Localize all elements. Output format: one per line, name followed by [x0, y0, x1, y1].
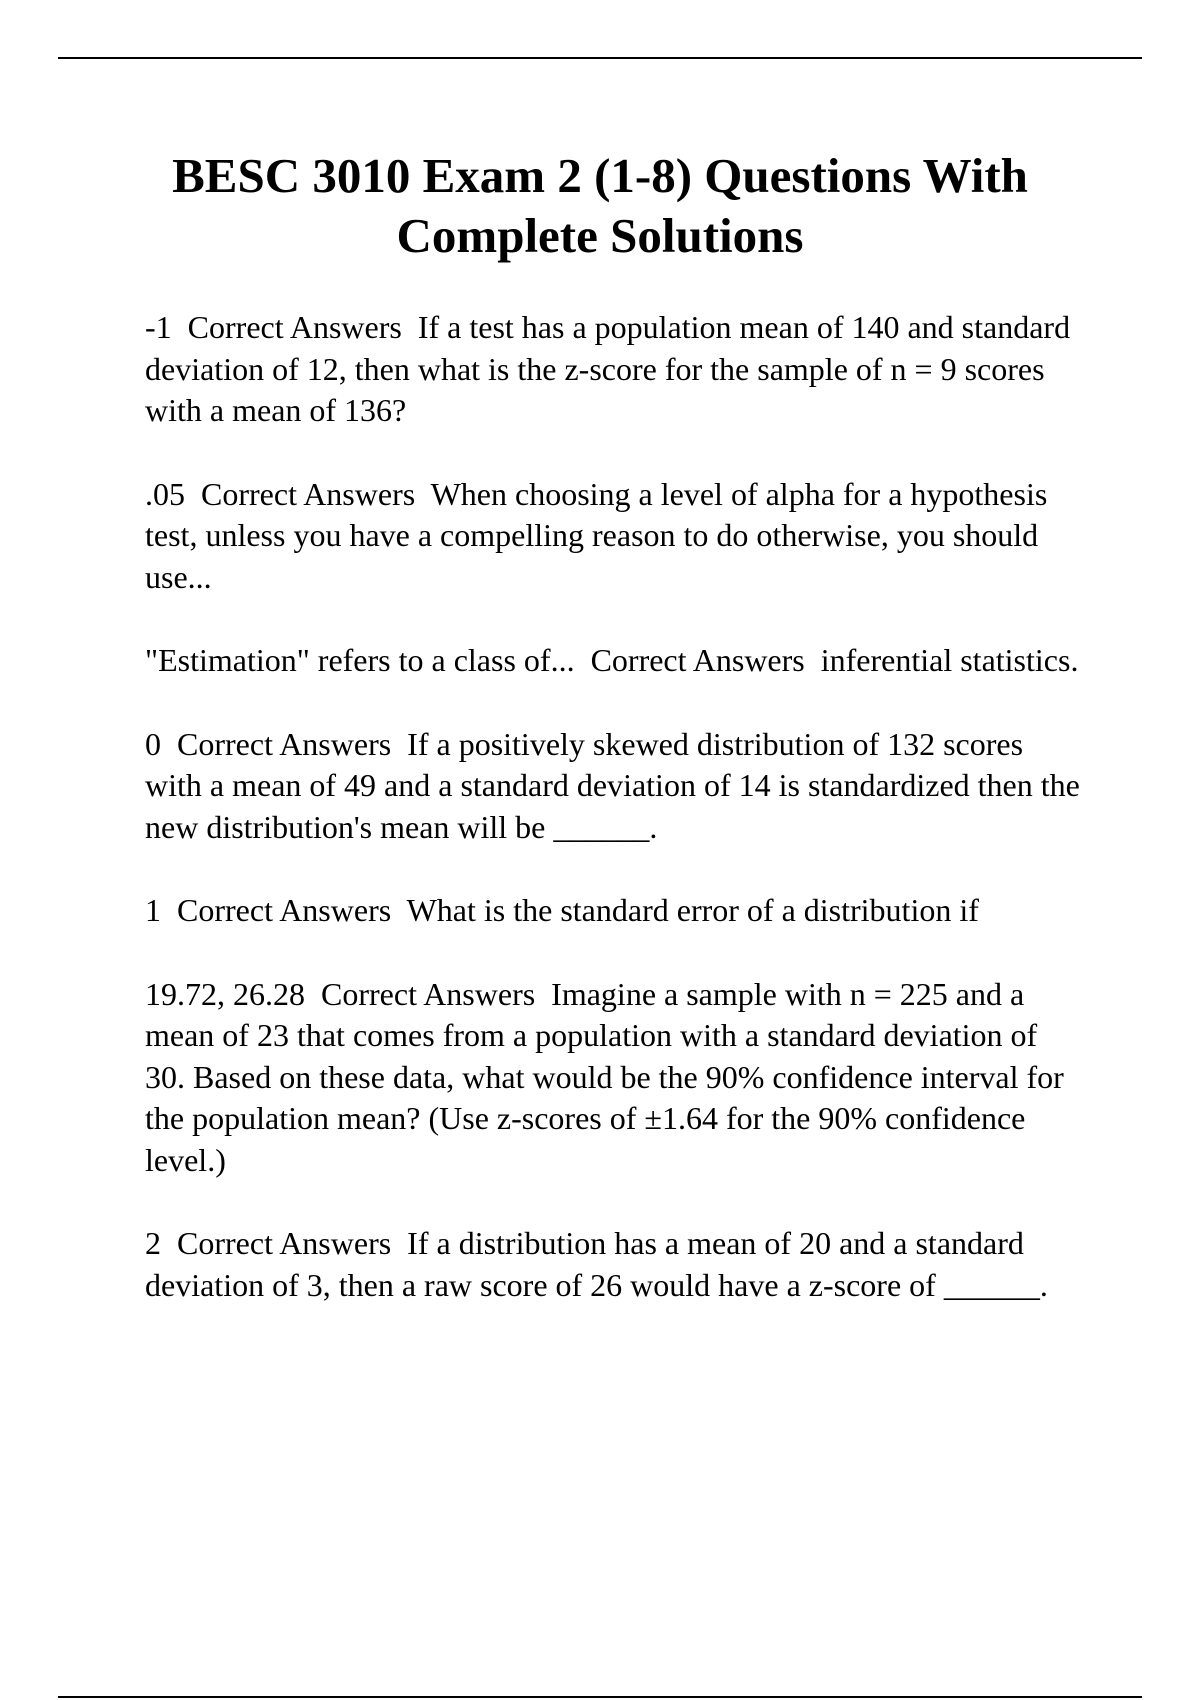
top-rule: [58, 57, 1142, 59]
qa-entry-2: .05 Correct Answers When choosing a level of alpha for a hypothesis test, unless you have a compelling reason to do otherwise, you should use...: [145, 475, 1056, 595]
qa-entry-1: -1 Correct Answers If a test has a population mean of 140 and standard deviation of 12, then what is the z-score for the sample of n = 9 scores with a mean of 136?: [145, 309, 1079, 428]
qa-entry-4: 0 Correct Answers If a positively skewed distribution of 132 scores with a mean of 49 and a standard deviation of 14 is standardized then the new distribution's mean will be ______.: [145, 725, 1088, 845]
qa-list: [145, 307, 1088, 1348]
qa-entry-7: 2 Correct Answers If a distribution has a mean of 20 and a standard deviation of 3, then a raw score of 26 would have a z-score of ______.: [145, 1225, 1048, 1303]
bottom-rule: [58, 1696, 1142, 1698]
qa-entry-3: "Estimation" refers to a class of... Correct Answers inferential statistics.: [145, 642, 1079, 678]
qa-entry-6: 19.72, 26.28 Correct Answers Imagine a sample with n = 225 and a mean of 23 that comes from a population with a standard deviation of 30. Based on these data, what would be the 90% confidence interval for the population mean? (Use z-scores of ±1.64 for the 90% confidence level.): [145, 975, 1072, 1178]
qa-entry-5: 1 Correct Answers What is the standard error of a distribution if: [145, 892, 979, 928]
document-title: BESC 3010 Exam 2 (1-8) Questions With Complete Solutions: [172, 148, 1028, 263]
